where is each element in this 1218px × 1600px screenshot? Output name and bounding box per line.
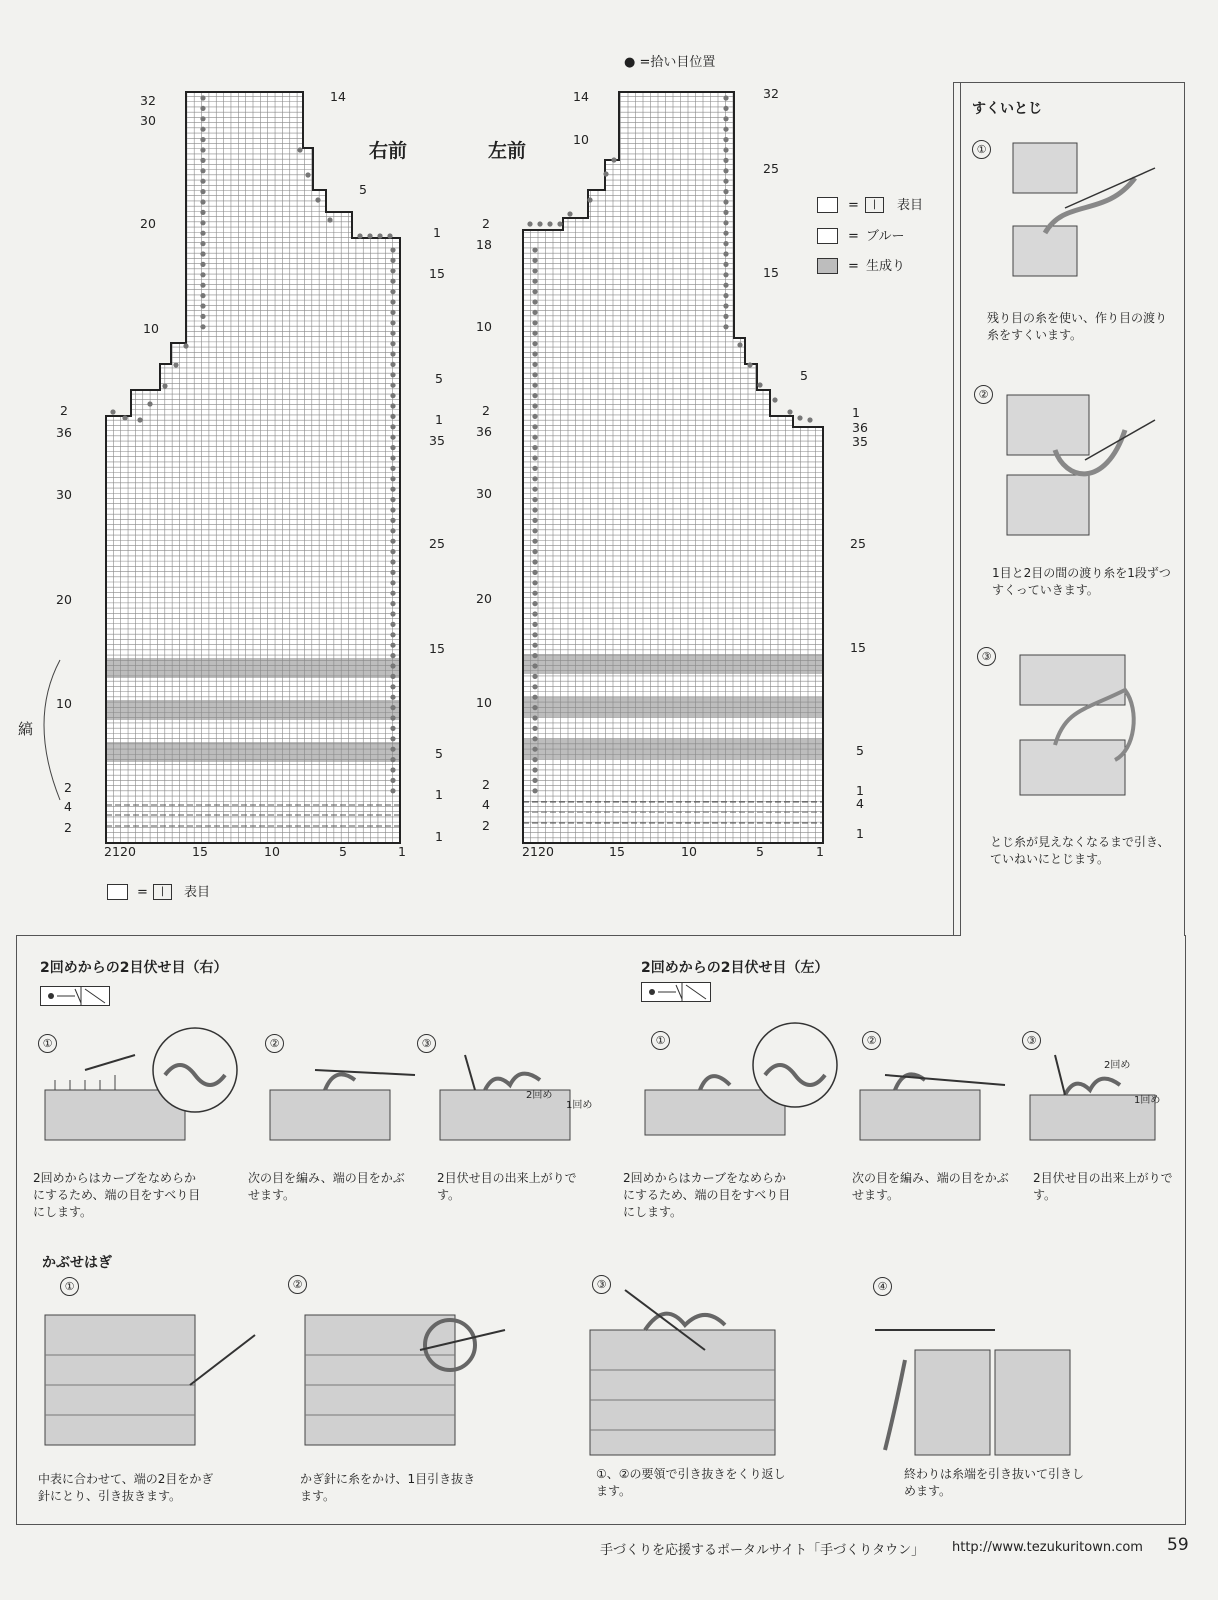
pickup-dot	[611, 157, 616, 162]
pickup-dot	[797, 415, 802, 420]
bind-right-step1-illustration	[35, 1035, 240, 1145]
pickup-dot	[527, 221, 532, 226]
kabuse-step2-text: かぎ針に糸をかけ、1目引き抜きます。	[300, 1472, 476, 1503]
pickup-dot	[723, 168, 728, 173]
row-label: 32	[140, 93, 156, 108]
step-number: ②	[862, 1031, 881, 1050]
pickup-dot	[537, 221, 542, 226]
pickup-dot	[723, 158, 728, 163]
pickup-dot	[532, 445, 537, 450]
row-label: 36	[852, 420, 868, 435]
pickup-dot	[723, 147, 728, 152]
sukui-step1-illustration	[1005, 138, 1165, 298]
row-label: 36	[476, 424, 492, 439]
pickup-dot	[567, 211, 572, 216]
row-label: 30	[476, 486, 492, 501]
left-front-title: 左前	[488, 140, 527, 162]
col-label: 15	[609, 844, 625, 859]
row-label: 15	[763, 265, 779, 280]
pickup-dot	[532, 518, 537, 523]
col-label: 1	[816, 844, 824, 859]
pickup-dot	[532, 736, 537, 741]
pickup-dot	[772, 397, 777, 402]
sukui-step2-illustration	[1005, 390, 1165, 550]
pickup-dot	[723, 220, 728, 225]
step-number: ①	[651, 1031, 670, 1050]
pickup-dot	[723, 95, 728, 100]
row-label: 4	[482, 797, 490, 812]
pickup-dot	[532, 383, 537, 388]
pickup-dot	[787, 409, 792, 414]
pickup-dot	[532, 622, 537, 627]
row-label: 2	[482, 216, 490, 231]
pickup-dot	[532, 663, 537, 668]
knit-symbol: |	[865, 197, 884, 213]
bind-right-step3-text: 2目伏せ目の出来上がりです。	[437, 1171, 577, 1202]
legend-label-ecru: 生成り	[866, 259, 906, 274]
pickup-dot	[532, 393, 537, 398]
row-label: 15	[429, 641, 445, 656]
pickup-dot	[723, 189, 728, 194]
step-number: ②	[265, 1034, 284, 1053]
pickup-dot	[723, 262, 728, 267]
legend-label-blue: ブルー	[866, 229, 905, 244]
pickup-dot	[532, 591, 537, 596]
pickup-dot	[532, 767, 537, 772]
pickup-dot	[532, 351, 537, 356]
row-label: 5	[435, 371, 443, 386]
pickup-dot	[532, 695, 537, 700]
pickup-legend: ● =拾い目位置	[624, 55, 716, 70]
step-number: ②	[288, 1275, 307, 1294]
step-number: ①	[60, 1277, 79, 1296]
row-label: 2	[482, 777, 490, 792]
step-number: ②	[974, 385, 993, 404]
pickup-dot	[723, 293, 728, 298]
row-label: 5	[800, 368, 808, 383]
legend-eq: =	[137, 885, 148, 900]
legend-swatch-white	[107, 884, 128, 900]
pickup-dot	[723, 179, 728, 184]
kabuse-step2-illustration	[300, 1295, 515, 1455]
pickup-dot	[723, 251, 728, 256]
pickup-dot	[723, 231, 728, 236]
row-label: 30	[56, 487, 72, 502]
pickup-dot	[532, 247, 537, 252]
bind-left-title: 2回めからの2目伏せ目（左）	[641, 960, 829, 976]
legend-eq: =	[848, 259, 859, 274]
pickup-dot	[532, 331, 537, 336]
pickup-dot	[532, 435, 537, 440]
legend-eq: =	[848, 229, 859, 244]
pickup-dot	[532, 611, 537, 616]
pickup-dot	[532, 466, 537, 471]
pickup-dot	[532, 653, 537, 658]
pickup-dot	[757, 382, 762, 387]
pickup-dot	[737, 342, 742, 347]
sukui-step3-illustration	[1015, 650, 1165, 810]
pickup-dot	[532, 747, 537, 752]
pickup-dot	[532, 705, 537, 710]
legend-label-knit: 表目	[897, 198, 924, 213]
pickup-dot	[532, 289, 537, 294]
tag-2nd: 2回め	[526, 1090, 553, 1101]
pickup-dot	[532, 778, 537, 783]
pickup-dot	[532, 528, 537, 533]
page-number: 59	[1167, 1535, 1189, 1555]
bind-right-step2-illustration	[265, 1050, 425, 1150]
row-label: 1	[435, 412, 443, 427]
pickup-dot	[532, 715, 537, 720]
pickup-dot	[723, 210, 728, 215]
pickup-dot	[532, 507, 537, 512]
bind-right-step1-text: 2回めからはカーブをなめらかにするため、端の目をすべり目にします。	[33, 1171, 201, 1219]
step-number: ③	[592, 1275, 611, 1294]
row-label: 10	[476, 695, 492, 710]
row-label: 10	[143, 321, 159, 336]
row-label: 20	[140, 216, 156, 231]
row-label: 5	[435, 746, 443, 761]
row-label: 4	[64, 799, 72, 814]
pickup-dot	[532, 601, 537, 606]
row-label: 10	[56, 696, 72, 711]
row-label: 36	[56, 425, 72, 440]
row-label: 18	[476, 237, 492, 252]
pickup-dot	[532, 403, 537, 408]
row-label: 35	[429, 433, 445, 448]
pickup-dot	[532, 487, 537, 492]
pickup-dot	[532, 788, 537, 793]
tag-1st: 1回め	[566, 1100, 593, 1111]
sukui-step3-text: とじ糸が見えなくなるまで引き、ていねいにとじます。	[990, 835, 1170, 866]
step-number: ③	[977, 647, 996, 666]
pickup-dot	[532, 580, 537, 585]
tag-1st: 1回め	[1134, 1095, 1161, 1106]
row-label: 10	[476, 319, 492, 334]
kabuse-step4-illustration	[865, 1300, 1080, 1460]
step-number: ④	[873, 1277, 892, 1296]
footer-url[interactable]: http://www.tezukuritown.com	[952, 1540, 1143, 1555]
row-label: 2	[64, 780, 72, 795]
pickup-dot	[723, 324, 728, 329]
pickup-dot	[723, 283, 728, 288]
legend-eq: =	[848, 198, 859, 213]
kabuse-step1-text: 中表に合わせて、端の2目をかぎ針にとり、引き抜きます。	[38, 1472, 214, 1503]
pickup-dot	[532, 497, 537, 502]
row-label: 2	[482, 403, 490, 418]
row-label: 1	[856, 826, 864, 841]
row-label: 15	[850, 640, 866, 655]
pickup-dot	[723, 272, 728, 277]
bind-left-symbol	[641, 982, 711, 1002]
pickup-dot	[532, 258, 537, 263]
bind-right-step2-text: 次の目を編み、端の目をかぶせます。	[248, 1171, 405, 1202]
pickup-dot	[532, 559, 537, 564]
pickup-dot	[532, 643, 537, 648]
pickup-dot	[807, 417, 812, 422]
kabuse-title: かぶせはぎ	[42, 1255, 112, 1271]
row-label: 2	[64, 820, 72, 835]
row-label: 15	[429, 266, 445, 281]
sukui-title: すくいとじ	[972, 101, 1042, 117]
right-front-title: 右前	[369, 140, 408, 162]
pickup-dot	[587, 197, 592, 202]
row-label: 25	[850, 536, 866, 551]
row-label: 1	[856, 783, 864, 798]
pickup-dot	[532, 299, 537, 304]
row-label: 1	[435, 787, 443, 802]
row-label: 5	[856, 743, 864, 758]
pickup-dot	[532, 674, 537, 679]
sukui-step2-text: 1目と2目の間の渡り糸を1段ずつすくっていきます。	[992, 566, 1171, 597]
pickup-dot	[557, 221, 562, 226]
pickup-dot	[723, 241, 728, 246]
kabuse-step4-text: 終わりは糸端を引き抜いて引きしめます。	[904, 1467, 1085, 1498]
pickup-dot	[532, 632, 537, 637]
pickup-dot	[532, 268, 537, 273]
pickup-dot	[532, 320, 537, 325]
col-label: 5	[339, 844, 347, 859]
row-label: 10	[573, 132, 589, 147]
row-label: 1	[435, 829, 443, 844]
bind-right-title: 2回めからの2目伏せ目（右）	[40, 960, 228, 976]
step-number: ③	[1022, 1031, 1041, 1050]
bind-right-symbol	[40, 986, 110, 1006]
step-number: ③	[417, 1034, 436, 1053]
col-label: 10	[681, 844, 697, 859]
kabuse-step1-illustration	[40, 1295, 265, 1455]
col-label: 21	[522, 844, 538, 859]
pickup-dot	[532, 757, 537, 762]
tag-2nd: 2回め	[1104, 1060, 1131, 1071]
pickup-dot	[723, 116, 728, 121]
legend-label-knit: 表目	[184, 885, 211, 900]
knit-symbol: |	[153, 884, 172, 900]
pickup-dot	[723, 314, 728, 319]
pickup-dot	[603, 171, 608, 176]
row-label: 30	[140, 113, 156, 128]
chart-grid	[523, 89, 823, 843]
bind-left-step3-text: 2目伏せ目の出来上がりです。	[1033, 1171, 1173, 1202]
col-label: 1	[398, 844, 406, 859]
pickup-dot	[532, 341, 537, 346]
pickup-dot	[723, 199, 728, 204]
pickup-dot	[547, 221, 552, 226]
col-label: 21	[104, 844, 120, 859]
row-label: 1	[433, 225, 441, 240]
pickup-dot	[532, 455, 537, 460]
kabuse-step3-illustration	[585, 1290, 810, 1460]
bind-left-step1-text: 2回めからはカーブをなめらかにするため、端の目をすべり目にします。	[623, 1171, 791, 1219]
row-label: 2	[482, 818, 490, 833]
bind-left-step2-text: 次の目を編み、端の目をかぶせます。	[852, 1171, 1009, 1202]
row-label: 14	[573, 89, 589, 104]
pickup-dot	[532, 310, 537, 315]
footer-site: 手づくりを応援するポータルサイト「手づくりタウン」	[600, 1543, 925, 1558]
pickup-dot	[532, 372, 537, 377]
pickup-dot	[532, 549, 537, 554]
pickup-dot	[532, 424, 537, 429]
step-number: ①	[972, 140, 991, 159]
pickup-dot	[532, 539, 537, 544]
row-label: 25	[763, 161, 779, 176]
pickup-dot	[532, 684, 537, 689]
pickup-dot	[532, 476, 537, 481]
pickup-dot	[532, 279, 537, 284]
col-label: 10	[264, 844, 280, 859]
col-label: 15	[192, 844, 208, 859]
row-label: 14	[330, 89, 346, 104]
row-label: 4	[856, 796, 864, 811]
col-label: 20	[538, 844, 554, 859]
sukui-step1-text: 残り目の糸を使い、作り目の渡り糸をすくいます。	[987, 311, 1168, 342]
pickup-dot	[532, 570, 537, 575]
row-label: 32	[763, 86, 779, 101]
kabuse-step3-text: ①、②の要領で引き抜きをくり返します。	[596, 1467, 786, 1498]
col-label: 5	[756, 844, 764, 859]
row-label: 5	[359, 182, 367, 197]
col-label: 20	[120, 844, 136, 859]
pickup-dot	[723, 137, 728, 142]
pickup-dot	[532, 726, 537, 731]
pickup-dot	[532, 362, 537, 367]
pickup-dot	[747, 362, 752, 367]
bind-left-step1-illustration	[640, 1030, 850, 1140]
row-label: 25	[429, 536, 445, 551]
row-label: 20	[476, 591, 492, 606]
bind-left-step2-illustration	[855, 1055, 1015, 1150]
row-label: 20	[56, 592, 72, 607]
row-label: 2	[60, 403, 68, 418]
pickup-dot	[723, 303, 728, 308]
step-number: ①	[38, 1034, 57, 1053]
row-label: 35	[852, 434, 868, 449]
pickup-dot	[723, 127, 728, 132]
pickup-dot	[532, 414, 537, 419]
pickup-dot	[723, 106, 728, 111]
stripe-label: 縞	[18, 720, 34, 738]
row-label: 1	[852, 405, 860, 420]
